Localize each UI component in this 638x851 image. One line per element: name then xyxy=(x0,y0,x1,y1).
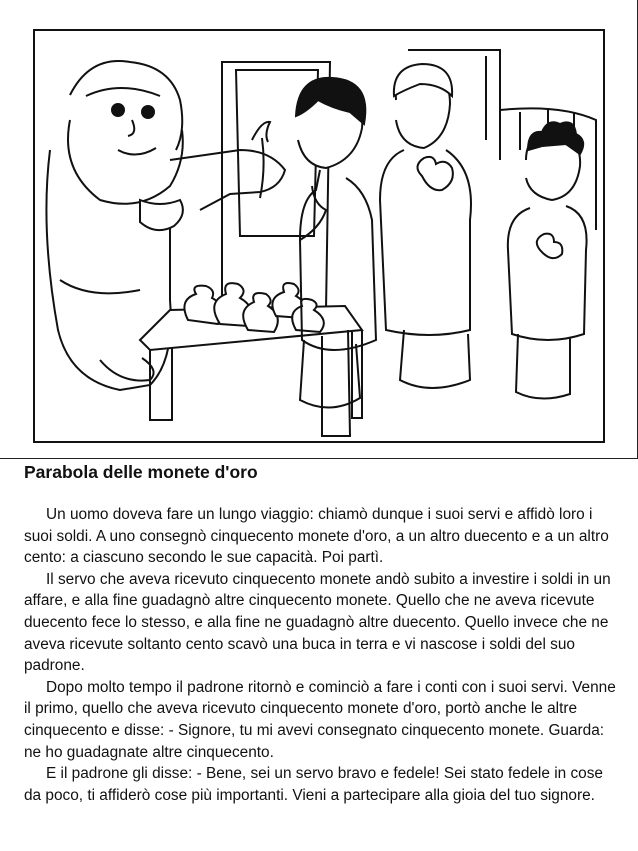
story-paragraph: E il padrone gli disse: - Bene, sei un servo bravo e fedele! Sei stato fedele in cose da poco, ti affiderò cose più importanti. Vieni a partecipare alla gioia del tuo signore. xyxy=(24,765,603,804)
servant-three-figure xyxy=(508,122,587,398)
story-paragraph: Un uomo doveva fare un lungo viaggio: chiamò dunque i suoi servi e affidò loro i suoi soldi. A uno consegnò cinquecento monete d'oro, a un altro duecento e a un altro cento: a ciascuno secondo le sue capacità. Poi partì. xyxy=(24,506,609,567)
story-paragraph: Il servo che aveva ricevuto cinquecento monete andò subito a investire i soldi in un affare, e alla fine guadagnò altre cinquecento monete. Quello che ne aveva ricevute duecento fece lo stesso, e alla fine ne guadagnò altre duecento. Quello invece che ne aveva ricevute soltanto cento scavò una buca in terra e vi nascose i soldi del suo padrone. xyxy=(24,570,611,675)
table-with-bags xyxy=(140,283,362,436)
servant-one-figure xyxy=(296,78,376,408)
story-body xyxy=(24,504,624,806)
servant-two-figure xyxy=(380,64,471,388)
story-paragraph: Dopo molto tempo il padrone ritornò e cominciò a fare i conti con i suoi servi. Venne il primo, quello che aveva ricevuto cinquecento monete d'oro, portò anche le altre cinquecento e disse: - Signore, tu mi avevi consegnato cinquecento monete. Guarda: ne ho guadagnate altre cinquecento. xyxy=(24,678,616,761)
story-title: Parabola delle monete d'oro xyxy=(24,462,258,482)
